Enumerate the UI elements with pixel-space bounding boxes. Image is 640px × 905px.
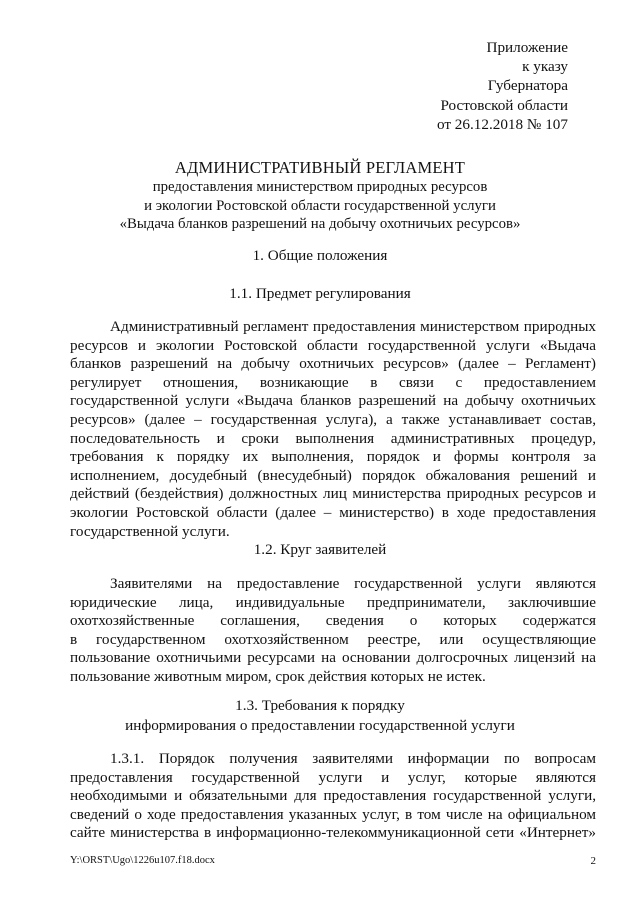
paragraph-line: действий (бездействия) должностных лиц министерства природных ресурсов и	[70, 485, 596, 503]
page-number: 2	[590, 855, 596, 867]
paragraph-subject	[70, 318, 596, 541]
paragraph-applicants	[70, 575, 596, 687]
paragraph-line: охотхозяйственные соглашения, сведения о которых содержатся	[70, 612, 596, 630]
paragraph-line: 1.3.1. Порядок получения заявителями информации по вопросам	[110, 750, 596, 767]
appendix-line: Губернатора	[487, 77, 568, 95]
paragraph-information	[70, 750, 596, 843]
paragraph-line: государственной услуги «Выдача бланков разрешений на добычу охотничьих	[70, 392, 596, 410]
paragraph-line: в государственном охотхозяйственном реестре, или осуществляющие	[70, 630, 596, 648]
paragraph-line: сайте министерства в информационно-телекоммуникационной сети «Интернет»	[70, 824, 596, 842]
title-line: «Выдача бланков разрешений на добычу охотничьих ресурсов»	[119, 216, 521, 232]
paragraph-line: ресурсов» (далее – государственная услуга), а также устанавливает состав,	[70, 410, 596, 428]
appendix-line: к указу	[522, 58, 568, 76]
paragraph-line: сведений о ходе предоставления указанных услуг, в том числе на официальном	[70, 805, 596, 823]
paragraph-line: последовательность и сроки выполнения административных процедур,	[70, 429, 596, 447]
title-line: предоставления министерством природных ресурсов	[152, 179, 488, 195]
paragraph-line: пользование охотничьими ресурсами на основании долгосрочных лицензий на	[70, 649, 596, 667]
paragraph-line: необходимыми и обязательными для предоставления государственной услуги,	[70, 787, 596, 805]
section-heading: 1. Общие положения	[252, 247, 388, 264]
document-title	[0, 158, 640, 234]
paragraph-line: юридические лица, индивидуальные предприниматели, заключившие	[70, 593, 596, 611]
subsection-heading-cont: информирования о предоставлении государственной услуги	[125, 717, 515, 734]
paragraph-line: Заявителями на предоставление государственной услуги являются	[110, 575, 596, 592]
appendix-line: Приложение	[486, 39, 568, 56]
paragraph-line: бланков разрешений на добычу охотничьих ресурсов» (далее – Регламент)	[70, 355, 596, 373]
paragraph-line: государственной услуги.	[70, 522, 230, 540]
paragraph-line: Административный регламент предоставления министерством природных	[110, 318, 596, 335]
title-line: и экологии Ростовской области государственной услуги	[144, 197, 496, 214]
appendix-block	[437, 38, 568, 134]
paragraph-line: исполнением, досудебный (внесудебный) порядок обжалования решений и	[70, 466, 596, 484]
paragraph-line: ресурсов и экологии Ростовской области государственной услуги «Выдача	[70, 336, 596, 354]
footer-file-path: Y:\ORST\Ugo\1226u107.f18.docx	[70, 855, 215, 866]
paragraph-line: регулирует отношения, возникающие в связи с предоставлением	[70, 373, 596, 391]
appendix-line: от 26.12.2018 № 107	[436, 115, 568, 133]
appendix-line: Ростовской области	[440, 96, 568, 114]
subsection-heading: 1.3. Требования к порядку	[235, 697, 405, 714]
subsection-heading: 1.1. Предмет регулирования	[229, 285, 411, 302]
paragraph-line: требования к порядку их выполнения, порядок и формы контроля за	[70, 448, 596, 466]
paragraph-line: экологии Ростовской области (далее – министерство) в ходе предоставления	[70, 503, 596, 521]
title-main: АДМИНИСТРАТИВНЫЙ РЕГЛАМЕНТ	[174, 158, 466, 177]
subsection-heading: 1.2. Круг заявителей	[253, 541, 387, 558]
paragraph-line: предоставления государственной услуги и услуг, которые являются	[70, 768, 596, 786]
paragraph-line: пользование животным миром, срок действия которых не истек.	[70, 667, 486, 685]
